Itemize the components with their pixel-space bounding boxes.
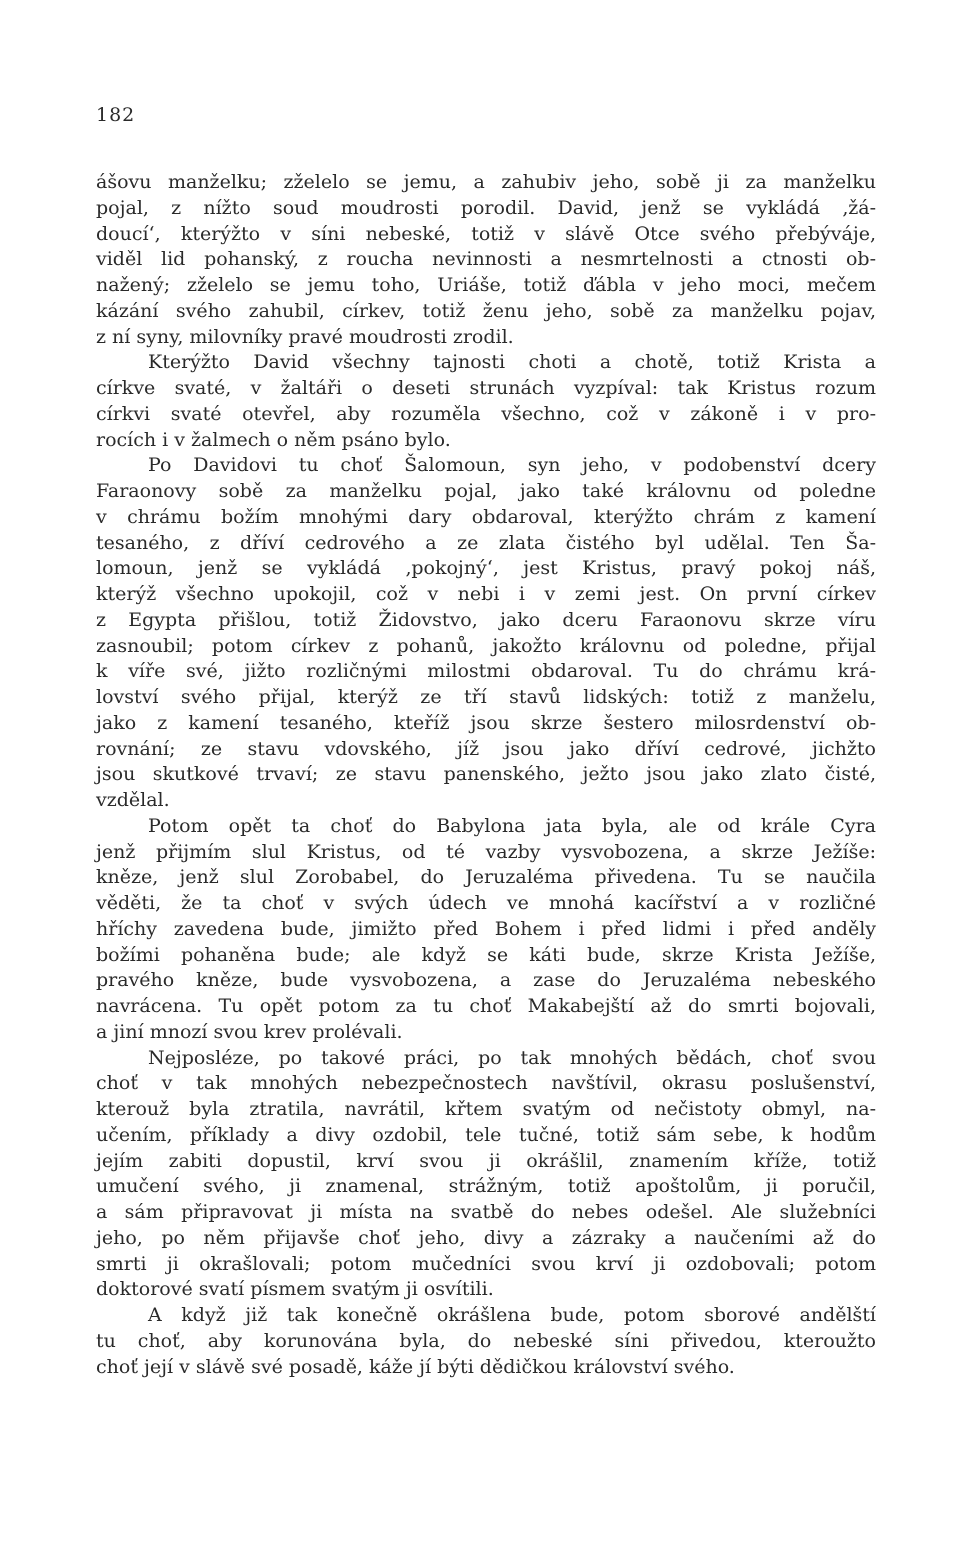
text-line: viděl lid pohanský, z roucha nevinnosti a nesmrtelnosti a ctnosti ob- bbox=[96, 248, 876, 271]
text-line: pravého kněze, bude vysvobozena, a zase do Jeruzaléma nebeského bbox=[96, 969, 876, 992]
page-number: 182 bbox=[96, 104, 136, 126]
paragraph bbox=[96, 453, 876, 814]
page-body-text bbox=[96, 170, 876, 1380]
text-line: Potom opět ta choť do Babylona jata byla, ale od krále Cyra bbox=[148, 814, 876, 837]
text-line: lomoun, jenž se vykládá ‚pokojný‘, jest Kristus, pravý pokoj náš, bbox=[96, 557, 876, 580]
text-line: A když již tak konečně okrášlena bude, potom sborové andělští bbox=[148, 1304, 876, 1326]
text-line: Nejposléze, po takové práci, po tak mnohých bědách, choť svou bbox=[148, 1046, 876, 1069]
text-line: vzdělal. bbox=[96, 789, 170, 811]
text-line: pojal, z nížto soud moudrosti porodil. David, jenž se vykládá ‚žá- bbox=[96, 196, 876, 219]
text-line: tesaného, z dříví cedrového a ze zlata čistého byl udělal. Ten Ša- bbox=[96, 531, 876, 554]
text-line: rovnání; ze stavu vdovského, jíž jsou jako dříví cedrové, jichžto bbox=[96, 737, 876, 760]
text-line: z Egypta přišlou, totiž Židovstvo, jako dceru Faraonovu skrze víru bbox=[96, 608, 876, 631]
text-line: kterýž všechno upokojil, což v nebi i v zemi jest. On první církev bbox=[96, 583, 876, 605]
text-line: v chrámu božím mnohými dary obdaroval, kterýžto chrám z kamení bbox=[96, 505, 876, 528]
text-line: církvi svaté otevřel, aby rozuměla všechno, což v zákoně i v pro- bbox=[96, 402, 876, 425]
text-line: hříchy zavedena bude, jimižto před Bohem i před lidmi i před anděly bbox=[96, 917, 876, 940]
paragraph bbox=[96, 1046, 876, 1304]
paragraph bbox=[96, 350, 876, 453]
text-line: jsou skutkové trvaví; ze stavu panenského, ježto jsou jako zlato čisté, bbox=[96, 763, 876, 786]
text-line: Po Davidovi tu choť Šalomoun, syn jeho, v podobenství dcery bbox=[148, 454, 876, 477]
paragraph bbox=[96, 170, 876, 350]
text-line: kněze, jenž slul Zorobabel, do Jeruzaléma přivedena. Tu se naučila bbox=[96, 866, 876, 889]
paragraph bbox=[96, 814, 876, 1046]
text-line: navrácena. Tu opět potom za tu choť Makabejští až do smrti bojovali, bbox=[96, 995, 876, 1017]
text-line: Faraonovy sobě za manželku pojal, jako také královnu od poledne bbox=[96, 480, 876, 502]
text-line: kterouž byla ztratila, navrátil, křtem svatým od nečistoty obmyl, na- bbox=[96, 1098, 876, 1120]
text-line: z ní syny, milovníky pravé moudrosti zrodil. bbox=[96, 325, 514, 348]
text-line: kázání svého zahubil, církev, totiž ženu jeho, sobě za manželku pojav, bbox=[96, 299, 876, 322]
text-line: učením, příklady a divy ozdobil, tele tučné, totiž sám sebe, k hodům bbox=[96, 1123, 876, 1146]
text-line: smrti ji okrašlovali; potom mučedníci svou krví ji ozdobovali; potom bbox=[96, 1252, 876, 1275]
text-line: božími pohaněna bude; ale když se káti bude, skrze Krista Ježíše, bbox=[96, 943, 876, 966]
text-line: Kterýžto David všechny tajnosti choti a chotě, totiž Krista a bbox=[148, 351, 876, 374]
text-line: doucí‘, kterýžto v síni nebeské, totiž v slávě Otce svého přebýváje, bbox=[96, 222, 876, 245]
text-line: jejím zabiti dopustil, krví svou ji okrášlil, znamením kříže, totiž bbox=[96, 1149, 876, 1172]
text-line: tu choť, aby korunována byla, do nebeské síni přivedou, kteroužto bbox=[96, 1329, 876, 1352]
text-line: doktorové svatí písmem svatým ji osvítili. bbox=[96, 1278, 494, 1301]
paragraph bbox=[96, 1303, 876, 1380]
text-line: a jiní mnozí svou krev prolévali. bbox=[96, 1020, 403, 1043]
text-line: nažený; zželelo se jemu toho, Uriáše, totiž ďábla v jeho moci, mečem bbox=[96, 274, 876, 296]
text-line: jako z kamení tesaného, kteříž jsou skrze šestero milosrdenství ob- bbox=[96, 711, 876, 734]
text-line: choť její v slávě své posadě, káže jí býti dědičkou království svého. bbox=[96, 1355, 735, 1378]
text-line: jenž přijmím slul Kristus, od té vazby vysvobozena, a skrze Ježíše: bbox=[96, 840, 876, 863]
text-line: ášovu manželku; zželelo se jemu, a zahubiv jeho, sobě ji za manželku bbox=[96, 171, 876, 193]
text-line: věděti, že ta choť v svých údech ve mnohá kacířství a v rozličné bbox=[96, 892, 876, 914]
text-line: k víře své, jižto rozličnými milostmi obdaroval. Tu do chrámu krá- bbox=[96, 660, 876, 683]
text-line: umučení svého, ji znamenal, strážným, totiž apoštolům, ji poručil, bbox=[96, 1175, 876, 1198]
text-line: zasnoubil; potom církev z pohanů, jakožto královnu od poledne, přijal bbox=[96, 634, 876, 657]
text-line: rocích i v žalmech o něm psáno bylo. bbox=[96, 428, 451, 451]
text-line: lovství svého přijal, kterýž ze tří stavů lidských: totiž z manželu, bbox=[96, 686, 876, 708]
text-line: církve svaté, v žaltáři o deseti strunách vyzpíval: tak Kristus rozum bbox=[96, 377, 876, 399]
text-line: choť v tak mnohých nebezpečnostech navštívil, okrasu poslušenství, bbox=[96, 1072, 876, 1095]
text-line: jeho, po něm přijavše choť jeho, divy a zázraky a naučeními až do bbox=[96, 1226, 876, 1249]
text-line: a sám připravovat ji místa na svatbě do nebes odešel. Ale služebníci bbox=[96, 1201, 876, 1223]
